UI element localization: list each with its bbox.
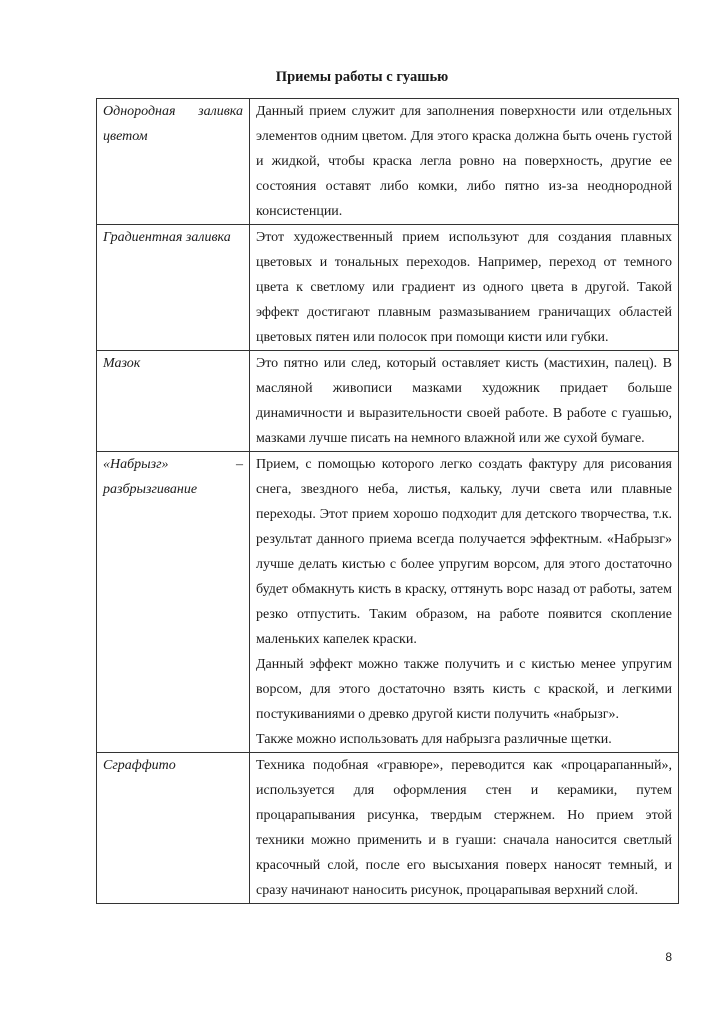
table-row [97, 225, 679, 351]
technique-term-cell [97, 452, 250, 753]
page-title: Приемы работы с гуашью [275, 69, 449, 85]
technique-term: Однородная заливка цветом [103, 104, 243, 144]
technique-description-cell [250, 99, 679, 225]
techniques-table [96, 98, 679, 904]
technique-description-cell [250, 351, 679, 452]
technique-description: Также можно использовать для набрызга различные щетки. [256, 732, 612, 747]
technique-description: Техника подобная «гравюре», переводится как «процарапанный», используется для оформления стен и керамики, путем процарапывания рисунка, твердым стержнем. Но прием этой техники можно применить и в гуаши: сначала наносится светлый красочный слой, после его высыхания поверх наносят темный, и сразу начинают наносить рисунок, процарапывая верхний слой. [256, 758, 672, 898]
technique-term-cell [97, 753, 250, 904]
table-row [97, 452, 679, 753]
technique-term: Градиентная заливка [103, 230, 231, 245]
technique-description-cell [250, 753, 679, 904]
page-number: 8 [665, 950, 672, 964]
table-row [97, 753, 679, 904]
table-row [97, 351, 679, 452]
technique-term-cell [97, 99, 250, 225]
table-row [97, 99, 679, 225]
technique-description-cell [250, 452, 679, 753]
technique-term: «Набрызг» – разбрызгивание [103, 457, 243, 497]
technique-term-cell [97, 351, 250, 452]
technique-description: Этот художественный прием используют для создания плавных цветовых и тональных переходов. Например, переход от темного цвета к светлому или градиент из одного цвета в другой. Такой эффект достигают плавным размазыванием граничащих областей цветовых пятен или полосок при помощи кисти или губки. [256, 230, 672, 345]
technique-description: Прием, с помощью которого легко создать фактуру для рисования снега, звездного неба, листья, кальку, лучи света или плавные переходы. Этот прием хорошо подходит для детского творчества, т.к. результат данного приема всегда получается эффектным. «Набрызг» лучше делать кистью с более упругим ворсом, для этого достаточно будет обмакнуть кисть в краску, оттянуть ворс назад от работы, затем резко отпустить. Таким образом, на работе появится скопление маленьких капелек краски. [256, 457, 672, 647]
technique-term: Сграффито [103, 758, 176, 773]
technique-description-cell [250, 225, 679, 351]
technique-description: Это пятно или след, который оставляет кисть (мастихин, палец). В масляной живописи мазками художник придает больше динамичности и выразительности своей работе. В работе с гуашью, мазками лучше писать на немного влажной или же сухой бумаге. [256, 356, 672, 446]
technique-term: Мазок [103, 356, 141, 371]
technique-term-cell [97, 225, 250, 351]
technique-description: Данный эффект можно также получить и с кистью менее упругим ворсом, для этого достаточно взять кисть с краской, и легкими постукиваниями о древко другой кисти получить «набрызг». [256, 657, 672, 722]
technique-description: Данный прием служит для заполнения поверхности или отдельных элементов одним цветом. Для этого краска должна быть очень густой и жидкой, чтобы краска легла ровно на поверхность, другие ее состояния оставят либо комки, либо пятно из-за неоднородной консистенции. [256, 104, 672, 219]
